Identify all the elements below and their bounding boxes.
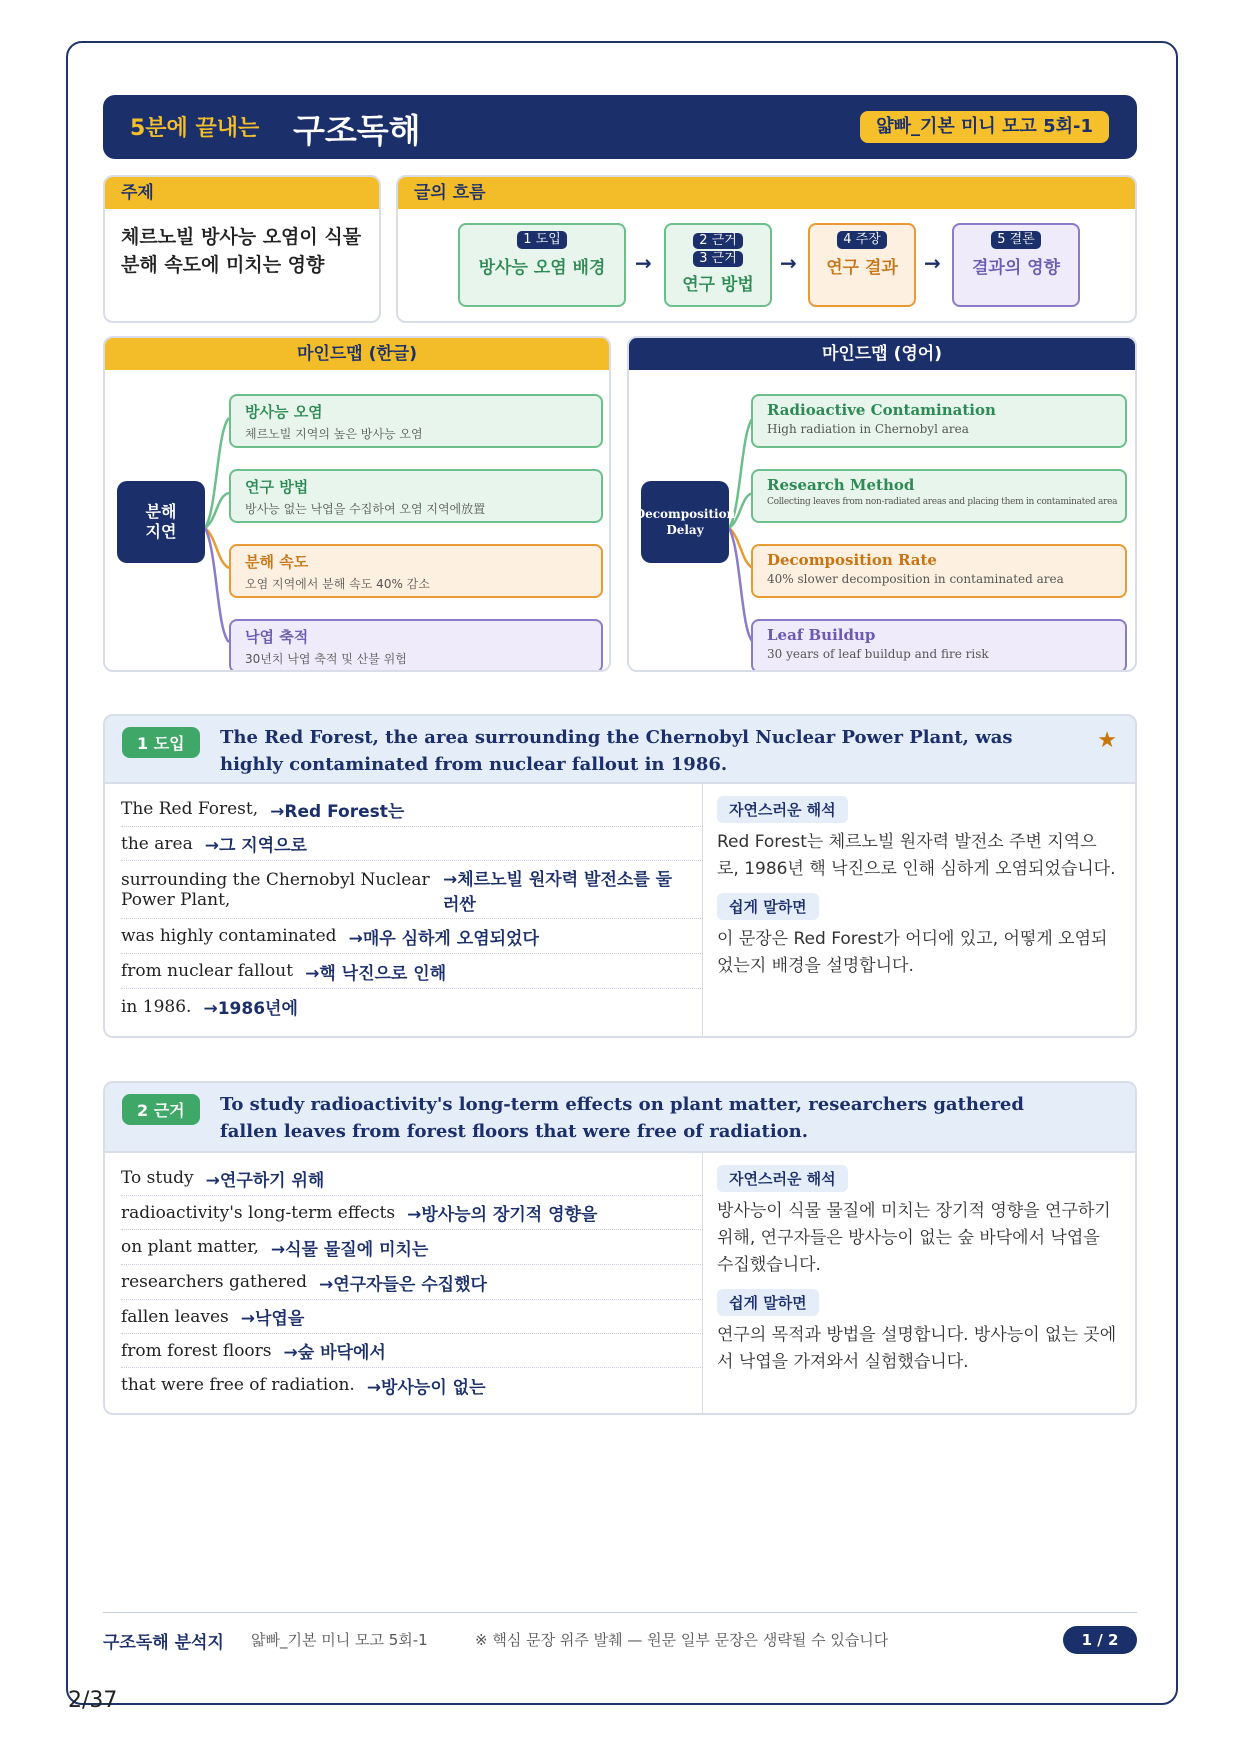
mindmap-node-title: 방사능 오염: [245, 403, 323, 421]
mindmap-hub: Decomposition Delay: [641, 481, 729, 563]
chunk-en: on plant matter,: [121, 1237, 259, 1257]
chunk-en: in 1986.: [121, 996, 192, 1017]
topic-text: 체르노빌 방사능 오염이 식물 분해 속도에 미치는 영향: [121, 226, 362, 276]
chunk-row: [121, 827, 701, 861]
chunk-list: [121, 792, 701, 1024]
flow-box: [396, 175, 1137, 323]
mindmap-node-title: Decomposition Rate: [767, 551, 937, 569]
section-divider: [702, 784, 703, 1038]
flow-arrow: →: [780, 251, 797, 275]
footer-divider: [103, 1612, 1137, 1613]
mindmap-node-title: 분해 속도: [245, 553, 309, 571]
easy-text: 이 문장은 Red Forest가 어디에 있고, 어떻게 오염되었는지 배경을 설명합니다.: [717, 929, 1108, 976]
flow-node-3: [808, 223, 916, 307]
mindmap-node-contamination: [751, 394, 1127, 448]
chunk-ko: →낙엽을: [240, 1309, 305, 1329]
flow-arrow: →: [924, 251, 941, 275]
header-title: 구조독해: [293, 111, 421, 150]
flow-label: 글의 흐름: [398, 177, 1135, 209]
chunk-row: [121, 792, 701, 827]
mindmap-node-rate: [229, 544, 603, 598]
chunk-ko: →매우 심하게 오염되었다: [348, 928, 539, 949]
chunk-ko: →방사능이 없는: [366, 1377, 486, 1398]
interpretation-panel: [717, 1165, 1117, 1386]
flow-node-label: 연구 방법: [682, 275, 754, 295]
chunk-ko: →핵 낙진으로 인해: [305, 963, 447, 984]
topic-label: 주제: [105, 177, 379, 209]
easy-label: 쉽게 말하면: [717, 893, 819, 920]
page-indicator: 1 / 2: [1063, 1626, 1137, 1654]
chunk-ko: →식물 물질에 미치는: [270, 1239, 429, 1260]
mindmap-node-sub: 30 years of leaf buildup and fire risk: [767, 647, 989, 661]
chunk-en: To study: [121, 1168, 194, 1188]
flow-node-4: [952, 223, 1080, 307]
header-prefix: 5분에 끝내는: [130, 116, 260, 141]
mindmap-node-sub: 방사능 없는 낙엽을 수집하여 오염 지역에放置: [245, 502, 486, 516]
mindmap-node-method: [751, 469, 1127, 523]
chunk-en: fallen leaves: [121, 1306, 229, 1327]
mindmap-hub: 분해 지연: [117, 481, 205, 563]
flow-node-tag: 3 근거: [693, 251, 743, 267]
interpretation-panel: [717, 796, 1117, 990]
chunk-row: [121, 1300, 701, 1334]
easy-label: 쉽게 말하면: [717, 1289, 819, 1316]
chunk-row: [121, 919, 701, 954]
section-header: [105, 716, 1135, 784]
chunk-row: [121, 989, 701, 1024]
chunk-en: that were free of radiation.: [121, 1375, 355, 1395]
mindmap-node-title: Research Method: [767, 476, 915, 494]
section-tag: 2 근거: [122, 1094, 200, 1125]
mindmap-node-buildup: [229, 619, 603, 672]
chunk-en: from nuclear fallout: [121, 961, 294, 981]
chunk-ko: →숲 바닥에서: [283, 1343, 386, 1363]
chunk-row: [121, 1196, 701, 1230]
sentence-section-1: [103, 714, 1137, 1038]
section-tag: 1 도입: [122, 727, 200, 758]
footer: [103, 1624, 1137, 1654]
chunk-ko: →방사능의 장기적 영향을: [407, 1205, 598, 1225]
flow-node-label: 결과의 영향: [971, 258, 1061, 278]
chunk-en: radioactivity's long-term effects: [121, 1202, 396, 1223]
chunk-en: researchers gathered: [121, 1272, 307, 1292]
chunk-row: [121, 1368, 701, 1402]
flow-node-2: [664, 223, 772, 307]
chunk-en: surrounding the Chernobyl Nuclear Power Plant,: [121, 869, 430, 910]
flow-node-tag: 4 주장: [837, 231, 887, 249]
page-counter: 2/37: [68, 1688, 118, 1713]
chunk-row: [121, 861, 701, 919]
chunk-row: [121, 1334, 701, 1368]
easy-text: 연구의 목적과 방법을 설명합니다. 방사능이 없는 곳에서 낙엽을 가져와서 실험했습니다.: [717, 1325, 1117, 1372]
chunk-ko: →1986년에: [203, 999, 298, 1019]
chunk-ko: →그 지역으로: [204, 836, 307, 856]
chunk-en: from forest floors: [121, 1340, 272, 1361]
mindmap-node-title: Radioactive Contamination: [767, 401, 996, 419]
flow-node-tag: 1 도입: [517, 231, 567, 249]
mindmap-node-sub: Collecting leaves from non-radiated areas and placing them in contaminated area: [767, 497, 1118, 507]
topic-box: [103, 175, 381, 323]
mindmap-node-sub: 40% slower decomposition in contaminated area: [767, 572, 1064, 586]
section-sentence: To study radioactivity's long-term effects on plant matter, researchers gathered fallen leaves from forest floors that were free of radiation.: [220, 1094, 1024, 1142]
chunk-ko: →연구자들은 수집했다: [318, 1274, 487, 1295]
mindmap-node-title: 연구 방법: [245, 478, 309, 496]
section-divider: [702, 1153, 703, 1415]
natural-text: Red Forest는 체르노빌 원자력 발전소 주변 지역으로, 1986년 핵 낙진으로 인해 심하게 오염되었습니다.: [717, 832, 1116, 879]
flow-node-tag: 2 근거: [693, 233, 743, 249]
footer-note: ※ 핵심 문장 위주 발췌 — 원문 일부 문장은 생략될 수 있습니다: [475, 1631, 889, 1649]
flow-node-1: [458, 223, 626, 307]
mindmap-korean: [103, 336, 611, 672]
mindmap-node-sub: 30년치 낙엽 축적 및 산불 위험: [245, 652, 407, 666]
flow-node-label: 연구 결과: [826, 258, 898, 278]
mindmap-node-sub: 체르노빌 지역의 높은 방사능 오염: [245, 427, 423, 441]
mindmap-node-sub: High radiation in Chernobyl area: [767, 422, 969, 436]
chunk-ko: →Red Forest는: [270, 801, 405, 822]
footer-title: 구조독해 분석지: [103, 1633, 224, 1653]
mindmap-korean-label: 마인드맵 (한글): [105, 338, 609, 370]
mindmap-node-contamination: [229, 394, 603, 448]
header-badge: 얇빠_기본 미니 모고 5회-1: [860, 111, 1109, 143]
chunk-en: The Red Forest,: [121, 799, 259, 819]
flow-node-label: 방사능 오염 배경: [478, 258, 606, 278]
star-icon: ★: [1097, 728, 1117, 753]
chunk-row: [121, 1161, 701, 1196]
mindmap-english: [627, 336, 1137, 672]
flow-node-tag: 5 결론: [991, 231, 1041, 249]
chunk-ko: →체르노빌 원자력 발전소를 둘러싼: [443, 869, 673, 915]
mindmap-node-buildup: [751, 619, 1127, 672]
chunk-row: [121, 954, 701, 989]
natural-text: 방사능이 식물 물질에 미치는 장기적 영향을 연구하기 위해, 연구자들은 방사능이 없는 숲 바닥에서 낙엽을 수집했습니다.: [717, 1201, 1111, 1275]
section-sentence: The Red Forest, the area surrounding the Chernobyl Nuclear Power Plant, was highly contaminated from nuclear fallout in 1986.: [220, 727, 1013, 775]
mindmap-english-label: 마인드맵 (영어): [629, 338, 1135, 370]
mindmap-node-rate: [751, 544, 1127, 598]
chunk-list: [121, 1161, 701, 1402]
chunk-ko: →연구하기 위해: [205, 1170, 325, 1191]
footer-source: 얇빠_기본 미니 모고 5회-1: [251, 1631, 428, 1649]
chunk-en: was highly contaminated: [121, 926, 337, 946]
natural-label: 자연스러운 해석: [717, 796, 848, 823]
flow-arrow: →: [635, 251, 652, 275]
mindmap-node-method: [229, 469, 603, 523]
chunk-en: the area: [121, 833, 193, 854]
mindmap-node-sub: 오염 지역에서 분해 속도 40% 감소: [245, 577, 430, 591]
header-banner: [103, 95, 1137, 159]
chunk-row: [121, 1230, 701, 1265]
mindmap-node-title: 낙엽 축적: [245, 628, 309, 646]
chunk-row: [121, 1265, 701, 1300]
sentence-section-2: [103, 1081, 1137, 1415]
section-header: [105, 1083, 1135, 1153]
natural-label: 자연스러운 해석: [717, 1165, 848, 1192]
mindmap-node-title: Leaf Buildup: [767, 626, 876, 644]
